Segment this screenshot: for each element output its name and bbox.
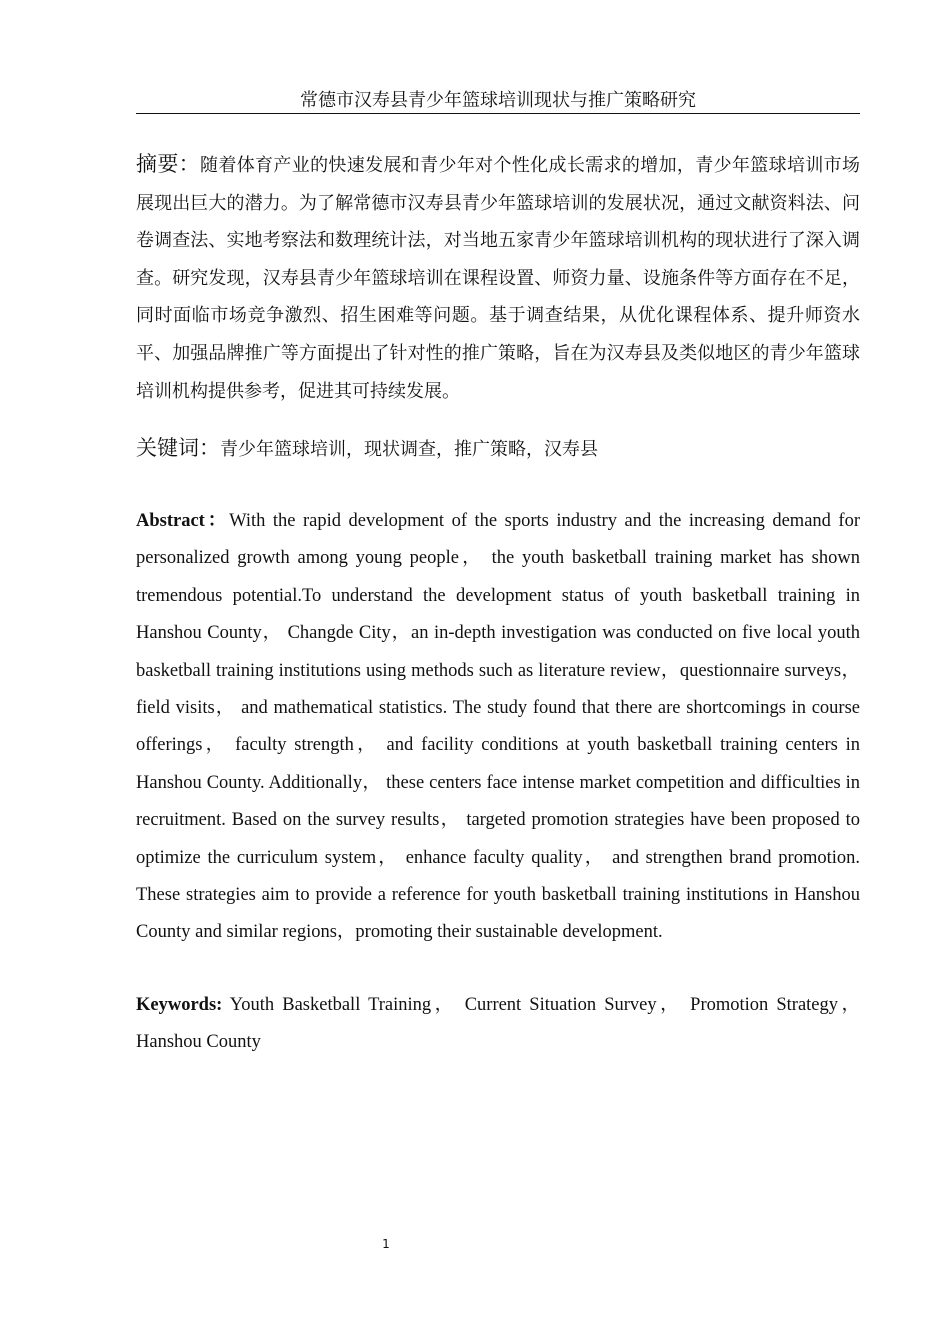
english-abstract-heading: Abstract： [136,511,230,531]
chinese-keywords-body: 青少年篮球培训，现状调查，推广策略，汉寿县 [220,439,598,460]
page-number: 1 [382,1237,390,1251]
chinese-abstract-body: 随着体育产业的快速发展和青少年对个性化成长需求的增加，青少年篮球培训市场展现出巨大的潜力。为了解常德市汉寿县青少年篮球培训的发展状况，通过文献资料法、问卷调查法、实地考察法和数理统计法，对当地五家青少年篮球培训机构的现状进行了深入调查。研究发现，汉寿县青少年篮球培训在课程设置、师资力量、设施条件等方面存在不足，同时面临市场竞争激烈、招生困难等问题。基于调查结果，从优化课程体系、提升师资水平、加强品牌推广等方面提出了针对性的推广策略，旨在为汉寿县及类似地区的青少年篮球培训机构提供参考，促进其可持续发展。 [136,155,861,402]
english-keywords-body: Youth Basketball Training， Current Situation Survey， Promotion Strategy，Hanshou County [136,995,860,1053]
english-abstract [136,503,860,952]
chinese-abstract [136,146,860,410]
english-keywords-heading: Keywords: [136,995,223,1015]
chinese-abstract-heading: 摘要： [136,152,201,176]
chinese-keywords [136,430,860,468]
running-header: 常德市汉寿县青少年篮球培训现状与推广策略研究 [136,90,860,114]
english-keywords [136,987,860,1062]
english-abstract-body: With the rapid development of the sports industry and the increasing demand for personalized growth among young people， the youth basketball training market has shown tremendous potential.To understand the development status of youth basketball training in Hanshou County， Changde City，an in-depth investigation was conducted on five local youth basketball training institutions using methods such as literature review，questionnaire surveys， field visits， and mathematical statistics. The study found that there are shortcomings in course offerings， faculty strength， and facility conditions at youth basketball training centers in Hanshou County. Additionally， these centers face intense market competition and difficulties in recruitment. Based on the survey results， targeted promotion strategies have been proposed to optimize the curriculum system， enhance faculty quality， and strengthen brand promotion. These strategies aim to provide a reference for youth basketball training institutions in Hanshou County and similar regions，promoting their sustainable development. [136,511,860,943]
chinese-keywords-heading: 关键词： [136,436,220,460]
